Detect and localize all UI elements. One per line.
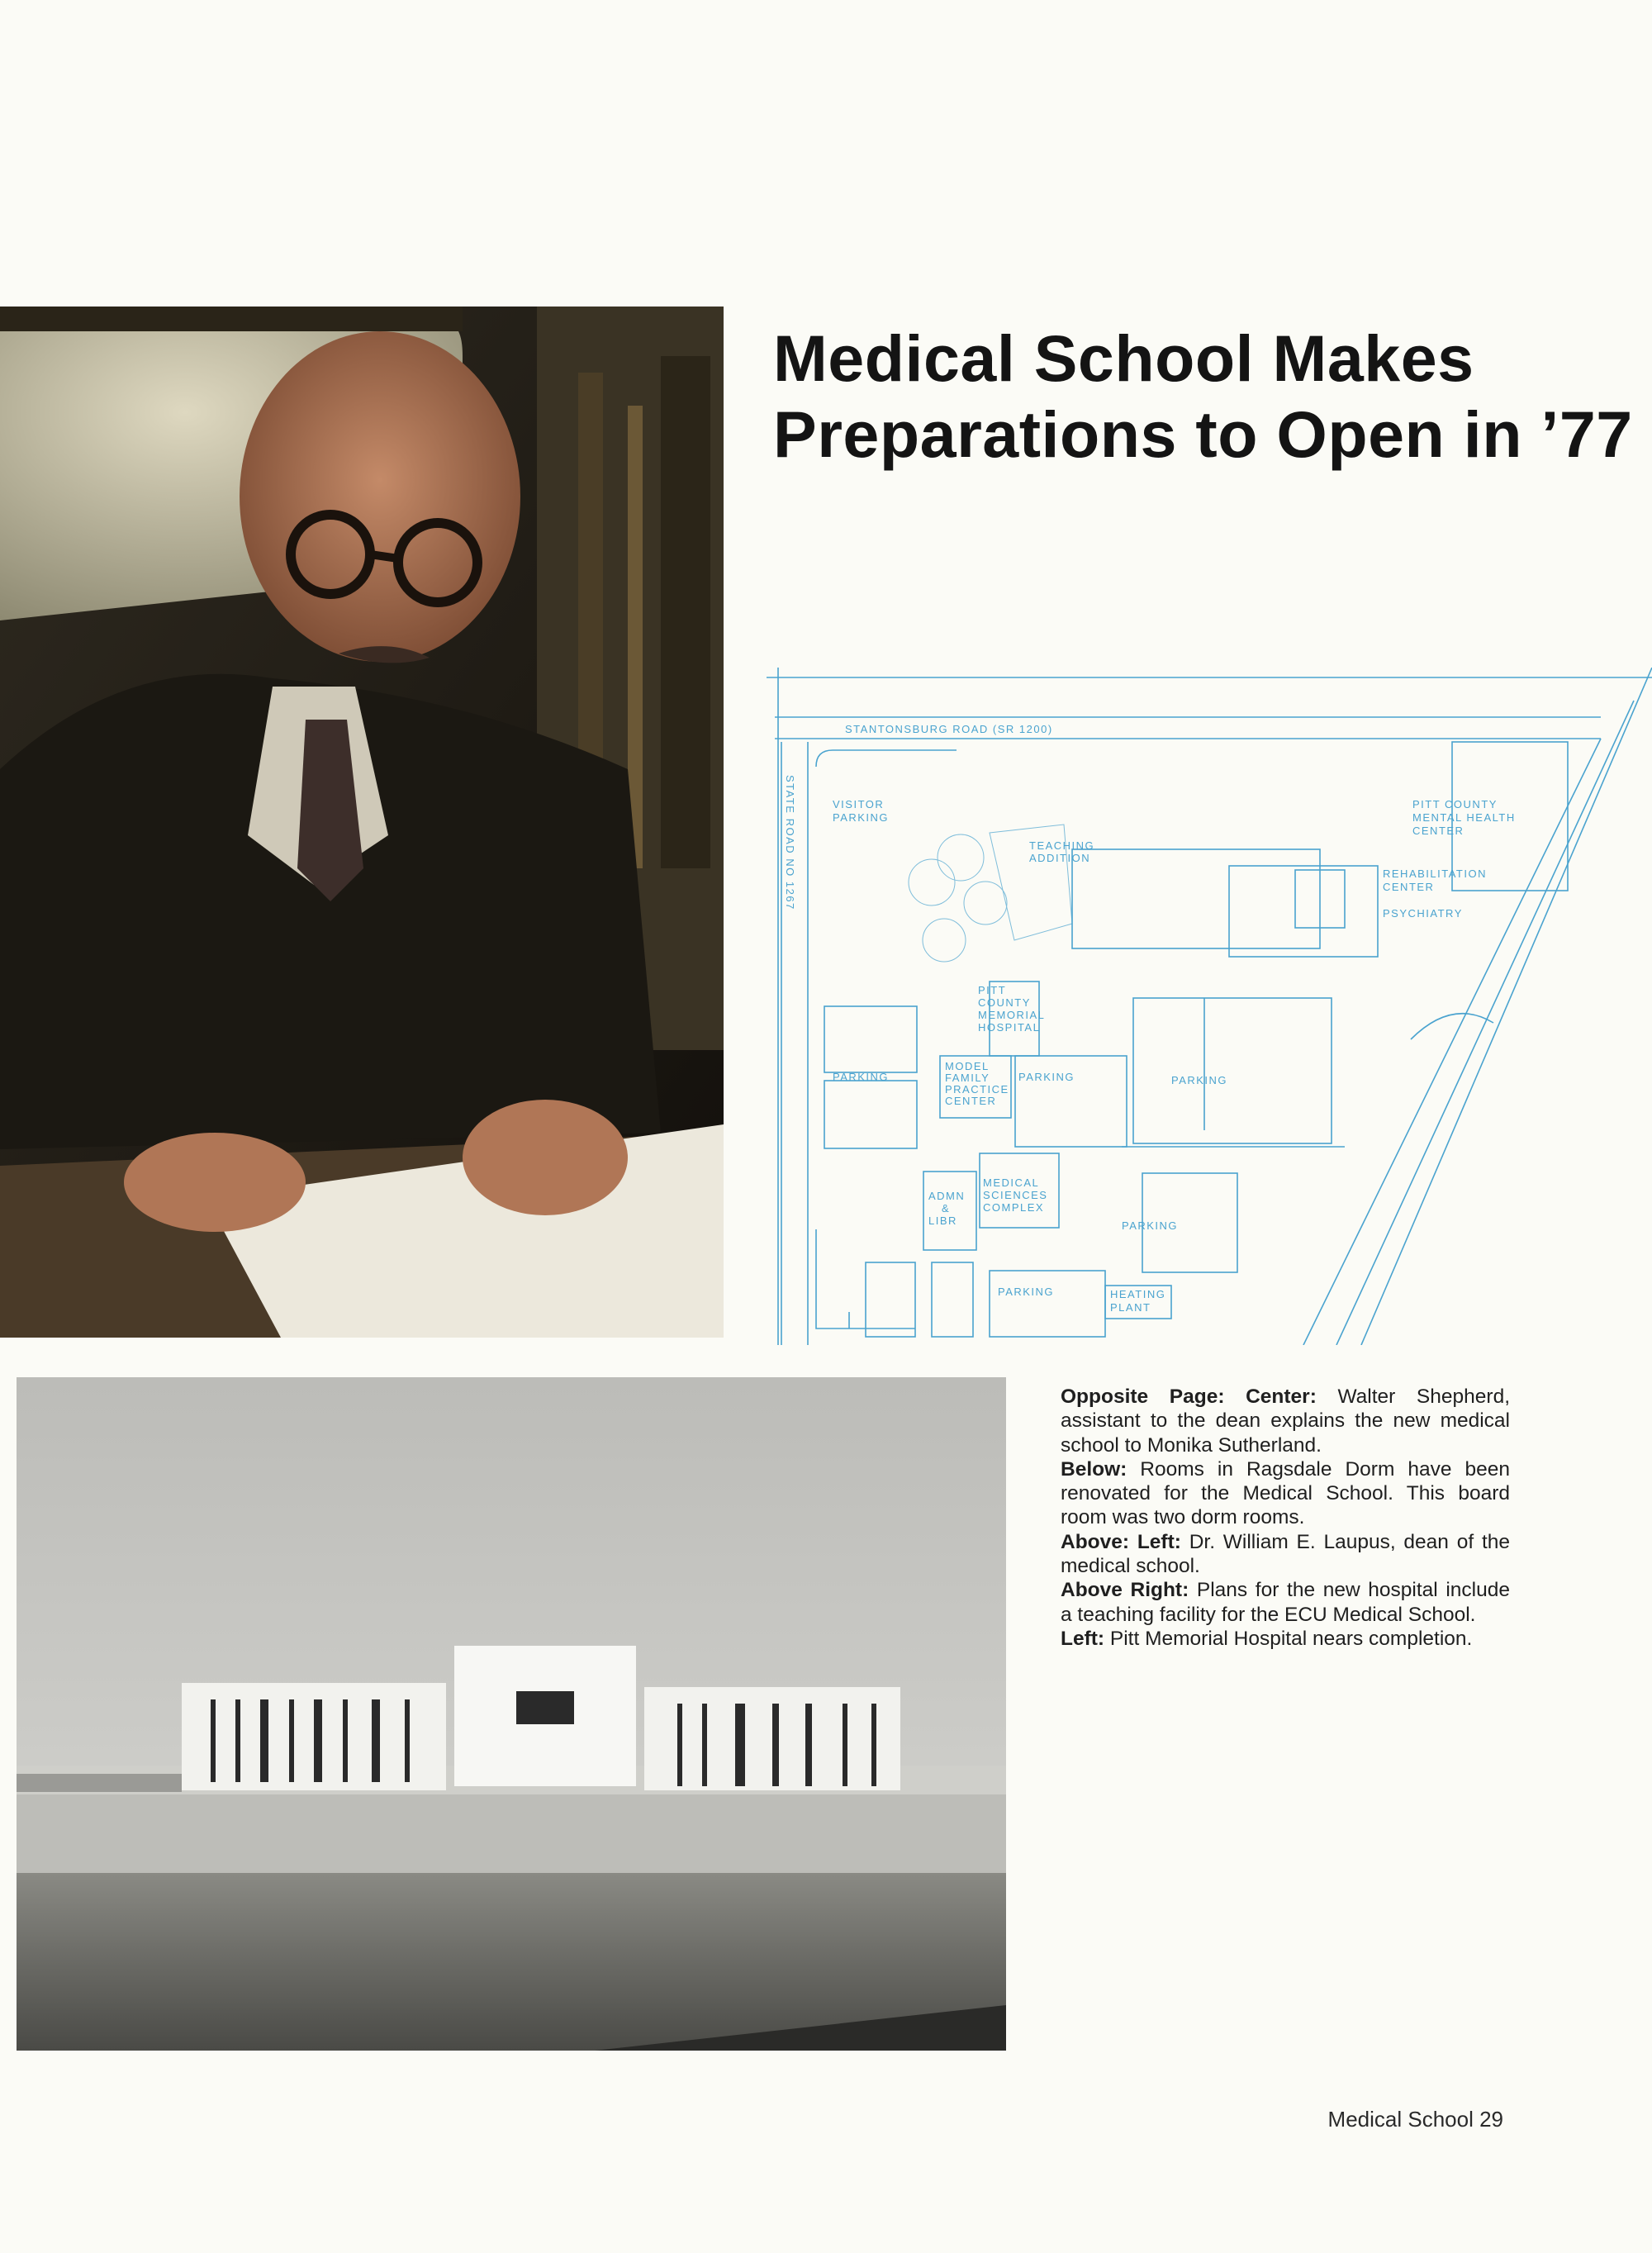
map-parking-e: PARKING [998, 1286, 1055, 1298]
map-pitt-2: COUNTY [978, 996, 1031, 1009]
caption-below-head: Below: [1061, 1457, 1127, 1481]
caption-above-left-head: Above: Left: [1061, 1530, 1181, 1553]
map-model-1: MODEL [945, 1060, 990, 1072]
map-heating-1: HEATING [1110, 1288, 1166, 1300]
map-pitt-3: MEMORIAL [978, 1009, 1046, 1021]
page-folio: Medical School 29 [1327, 2107, 1503, 2132]
map-mental-3: CENTER [1412, 825, 1464, 837]
caption-above-right-body: Plans for the new hospital include a teaching facility for the ECU Medical School. [1061, 1579, 1511, 1626]
hospital-photo [17, 1377, 1006, 2051]
caption-opposite-body: Walter Shepherd, assistant to the dean explains the new medical school to Monika Sutherland. [1061, 1386, 1510, 1457]
map-admn-1: ADMN [928, 1190, 966, 1202]
title-line-1: Medical School Makes [773, 321, 1474, 395]
map-pitt-1: PITT [978, 984, 1007, 996]
caption-opposite [1061, 1385, 1510, 1457]
map-psychiatry: PSYCHIATRY [1383, 907, 1463, 920]
map-mental-2: MENTAL HEALTH [1412, 811, 1516, 824]
map-parking-a: PARKING [833, 1071, 890, 1083]
map-visitor-1: VISITOR [833, 798, 885, 810]
caption-left-head: Left: [1061, 1627, 1105, 1650]
map-road-left: STATE ROAD NO 1267 [784, 775, 796, 910]
photo-captions [1061, 1385, 1510, 1651]
map-model-3: PRACTICE [945, 1083, 1009, 1096]
caption-above-left [1061, 1530, 1510, 1579]
map-teaching-1: TEACHING [1029, 839, 1095, 852]
caption-above-right [1061, 1578, 1510, 1627]
map-road-top: STANTONSBURG ROAD (SR 1200) [845, 723, 1053, 735]
map-parking-c: PARKING [1171, 1074, 1228, 1086]
caption-above-right-head: Above Right: [1061, 1579, 1189, 1602]
title-line-2: Preparations to Open in ’77 [773, 397, 1633, 471]
map-model-2: FAMILY [945, 1072, 990, 1084]
caption-below [1061, 1457, 1510, 1530]
map-medsci-1: MEDICAL [983, 1176, 1040, 1189]
map-admn-2: & [942, 1202, 951, 1214]
map-admn-3: LIBR [928, 1214, 957, 1227]
map-mental-1: PITT COUNTY [1412, 798, 1498, 810]
map-visitor-2: PARKING [833, 811, 890, 824]
map-medsci-2: SCIENCES [983, 1189, 1048, 1201]
map-parking-d: PARKING [1122, 1219, 1179, 1232]
map-model-4: CENTER [945, 1095, 997, 1107]
caption-below-body: Rooms in Ragsdale Dorm have been renovated for the Medical School. This board room was two dorm rooms. [1061, 1457, 1510, 1529]
map-rehab-2: CENTER [1383, 881, 1435, 893]
caption-left-body: Pitt Memorial Hospital nears completion. [1104, 1627, 1473, 1650]
site-plan-map [767, 668, 1652, 1345]
page-title [773, 321, 1632, 473]
caption-opposite-head: Opposite Page: Center: [1061, 1386, 1317, 1408]
caption-above-left-body: Dr. William E. Laupus, dean of the medical school. [1061, 1530, 1510, 1578]
caption-left [1061, 1627, 1510, 1651]
map-medsci-3: COMPLEX [983, 1201, 1045, 1214]
map-rehab-1: REHABILITATION [1383, 867, 1487, 880]
map-heating-2: PLANT [1110, 1301, 1151, 1314]
map-pitt-4: HOSPITAL [978, 1021, 1041, 1034]
map-teaching-2: ADDITION [1029, 852, 1091, 864]
dean-photo [0, 307, 724, 1338]
map-parking-b: PARKING [1018, 1071, 1075, 1083]
